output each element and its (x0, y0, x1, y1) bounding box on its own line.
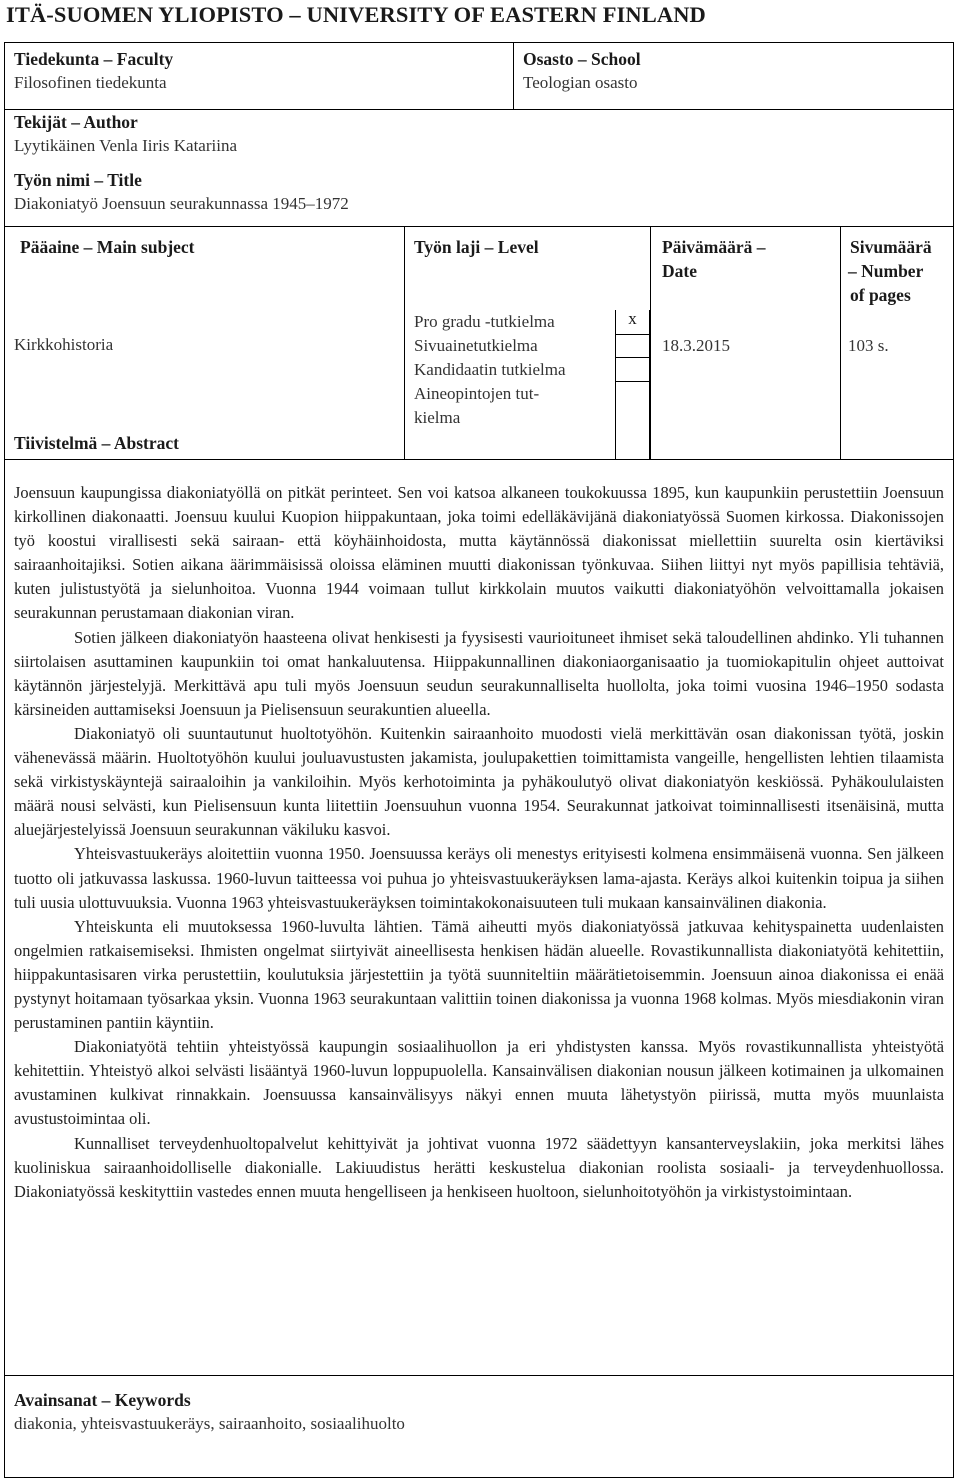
school-value: Teologian osasto (523, 73, 638, 92)
abstract-paragraph: Yhteisvastuukeräys aloitettiin vuonna 1950. Joensuussa keräys oli menestys erityisesti kolmena ensimmäisenä vuonna. Sen jälkeen tuotto oli jatkuvassa laskussa. 1960-luvun taitteessa voi puhua jo yhteisvastuukeräyksen lama-ajasta. Keräys alkoi kuitenkin toipua ja siihen tuli uusia ulottuvuuksia. Vuonna 1963 yhteisvastuukeräyksen toimintakokonaisuuteen tuli mukaan kansainvälinen diakonia. (14, 844, 944, 912)
keywords-label: Avainsanat – Keywords (14, 1390, 191, 1410)
main-subject-value: Kirkkohistoria (14, 335, 114, 354)
main-subject-label: Pääaine – Main subject (20, 237, 195, 257)
level-checkbox[interactable] (615, 358, 650, 382)
university-heading: ITÄ-SUOMEN YLIOPISTO – UNIVERSITY OF EASTERN FINLAND (6, 2, 706, 27)
divider (840, 226, 841, 460)
pages-label: of pages (850, 285, 911, 305)
level-option: Kandidaatin tutkielma (414, 360, 566, 379)
abstract-paragraph: Diakoniatyö oli suuntautunut huoltotyöhön. Kuitenkin sairaanhoito muodosti vielä merkittävän osan diakonissan työtä, joskin vähenevässä määrin. Huoltotyöhön kuului jouluavustusten jakamista, joulupakettien toimittamista vangeille, hengellisten lehtien tilaamista sekä virkistyskäyntejä sairaaloihin ja vankiloihin. Myös kerhotoiminta ja pyhäkoulutyö olivat diakoniatyön keskiössä. Pyhäkoululaisten määrä nousi selvästi, kun Pielisensuun kunta liitettiin Joensuuhun vuonna 1954. Seurakunnat jatkoivat toiminnallisesti itsenäisinä, mutta aluejärjestelyissä Joensuun seurakunnan väkiluku kasvoi. (14, 723, 944, 840)
pages-label: – Number (848, 261, 924, 281)
title-value: Diakoniatyö Joensuun seurakunnassa 1945–1972 (14, 194, 349, 213)
date-label: Päivämäärä – (662, 237, 766, 257)
divider (4, 226, 954, 227)
divider (404, 226, 405, 460)
divider (4, 109, 954, 110)
abstract-body (14, 481, 944, 1204)
title-label: Työn nimi – Title (14, 170, 142, 190)
school-label: Osasto – School (523, 49, 641, 69)
level-label: Työn laji – Level (414, 237, 539, 257)
level-checkbox[interactable] (615, 334, 650, 358)
level-checkbox[interactable]: x (615, 310, 650, 334)
abstract-paragraph: Yhteiskunta eli muutoksessa 1960-luvulta lähtien. Tämä aiheutti myös diakoniatyössä jatkuvaa kehityspainetta uudenlaisten ongelmien ratkaisemiseksi. Ihmisten ongelmat siirtyivät aineellisesta henkisen hädän alueelle. Rovastikunnallista diakoniatyötä kehitettiin, hiippakuntasisaren virka perustettiin, koulutuksia järjestettiin ja työtä suunniteltiin määrätietoisemmin. Joensuun ainoa diakonissa ei enää pystynyt hoitamaan työsarkaa yksin. Vuonna 1963 seurakuntaan valittiin toinen diakonissa ja vuonna 1968 kolmas. Myös miesdiakonin viran perustaminen pantiin käyntiin. (14, 916, 944, 1033)
faculty-label: Tiedekunta – Faculty (14, 49, 174, 69)
level-option: kielma (414, 408, 461, 427)
abstract-label: Tiivistelmä – Abstract (14, 433, 179, 453)
keywords-value: diakonia, yhteisvastuukeräys, sairaanhoito, sosiaalihuolto (14, 1414, 405, 1433)
divider (650, 226, 651, 460)
author-value: Lyytikäinen Venla Iiris Katariina (14, 136, 237, 155)
level-option: Sivuainetutkielma (414, 336, 538, 355)
abstract-paragraph: Sotien jälkeen diakoniatyön haasteena olivat henkisesti ja fyysisesti vaurioituneet ihmiset sekä taloudellinen ahdinko. Yli tuhannen siirtolaisen asuttaminen kaupunkiin toi omat hankaluutensa. Hiippakunnallinen diakoniaorganisaatio ja tuomiokapitulin ohjeet auttoivat käytännön järjestelyjä. Merkittävä apu tuli myös Joensuun seudun seurakunnalliselta huollolta, joka toimi vuosina 1946–1950 sodasta kärsineiden auttamiseksi Joensuun ja Pielisensuun seurakuntien alueella. (14, 627, 944, 719)
divider (4, 459, 954, 460)
divider (4, 1375, 954, 1376)
date-label: Date (662, 261, 697, 281)
pages-label: Sivumäärä (850, 237, 932, 257)
divider (513, 42, 514, 110)
abstract-paragraph: Joensuun kaupungissa diakoniatyöllä on pitkät perinteet. Sen voi katsoa alkaneen toukokuussa 1895, kun kaupunkiin perustettiin Joensuun kirkollinen diakonaatti. Joensuu kuului Kuopion hiippakuntaan, joka toimi edelläkävijänä diakoniatyössä Suomen kirkossa. Diakonissojen työ koostui virallisesti sekä sairaan- että köyhäinhoidosta, mutta käytännössä diakonissat miellettiin suurelta osin kiertäviksi sairaanhoitajiksi. Sotien aikana äärimmäisissä oloissa eläminen muutti diakonissan työnkuvaa. Siihen liittyi nyt myös papillisia tehtäviä, kuten julistustyötä ja sielunhoitoa. Vuonna 1944 voimaan tullut kirkkolain muutos vaikutti diakoniatyöhön velvoittamalla jokaisen seurakunnan perustamaan diakonian viran. (14, 483, 944, 623)
level-checkbox[interactable] (615, 382, 650, 460)
author-label: Tekijät – Author (14, 112, 138, 132)
date-value: 18.3.2015 (662, 336, 730, 355)
abstract-paragraph: Diakoniatyötä tehtiin yhteistyössä kaupungin sosiaalihuollon ja eri yhdistysten kanssa. Myös rovastikunnallista yhteistyötä kehitettiin. Yhteistyö alkoi selvästi lisääntyä 1960-luvun loppupuolella. Kansainvälisen diakonian nousun jälkeen kotimainen ja ulkomainen avustaminen kulkivat rinnakkain. Joensuussa kansainvälisyys näkyi ennen muuta lähetystyön piirissä, mutta myös muunlaista avustustoimintaa oli. (14, 1037, 944, 1129)
abstract-paragraph: Kunnalliset terveydenhuoltopalvelut kehittyivät ja johtivat vuonna 1972 säädettyyn kansanterveyslakiin, joka merkitsi lähes kuoliniskua sairaanhoidolliselle diakonialle. Lakiuudistus herätti keskustelua diakonian roolista sosiaali- ja terveydenhuollossa. Diakoniatyössä keskityttiin vastedes ennen muuta hengelliseen ja henkiseen huoltoon, sielunhoitotyöhön ja virkistystoimintaan. (14, 1133, 944, 1201)
level-option: Aineopintojen tut- (414, 384, 540, 403)
faculty-value: Filosofinen tiedekunta (14, 73, 167, 92)
level-option: Pro gradu -tutkielma (414, 312, 555, 331)
pages-value: 103 s. (848, 336, 889, 355)
